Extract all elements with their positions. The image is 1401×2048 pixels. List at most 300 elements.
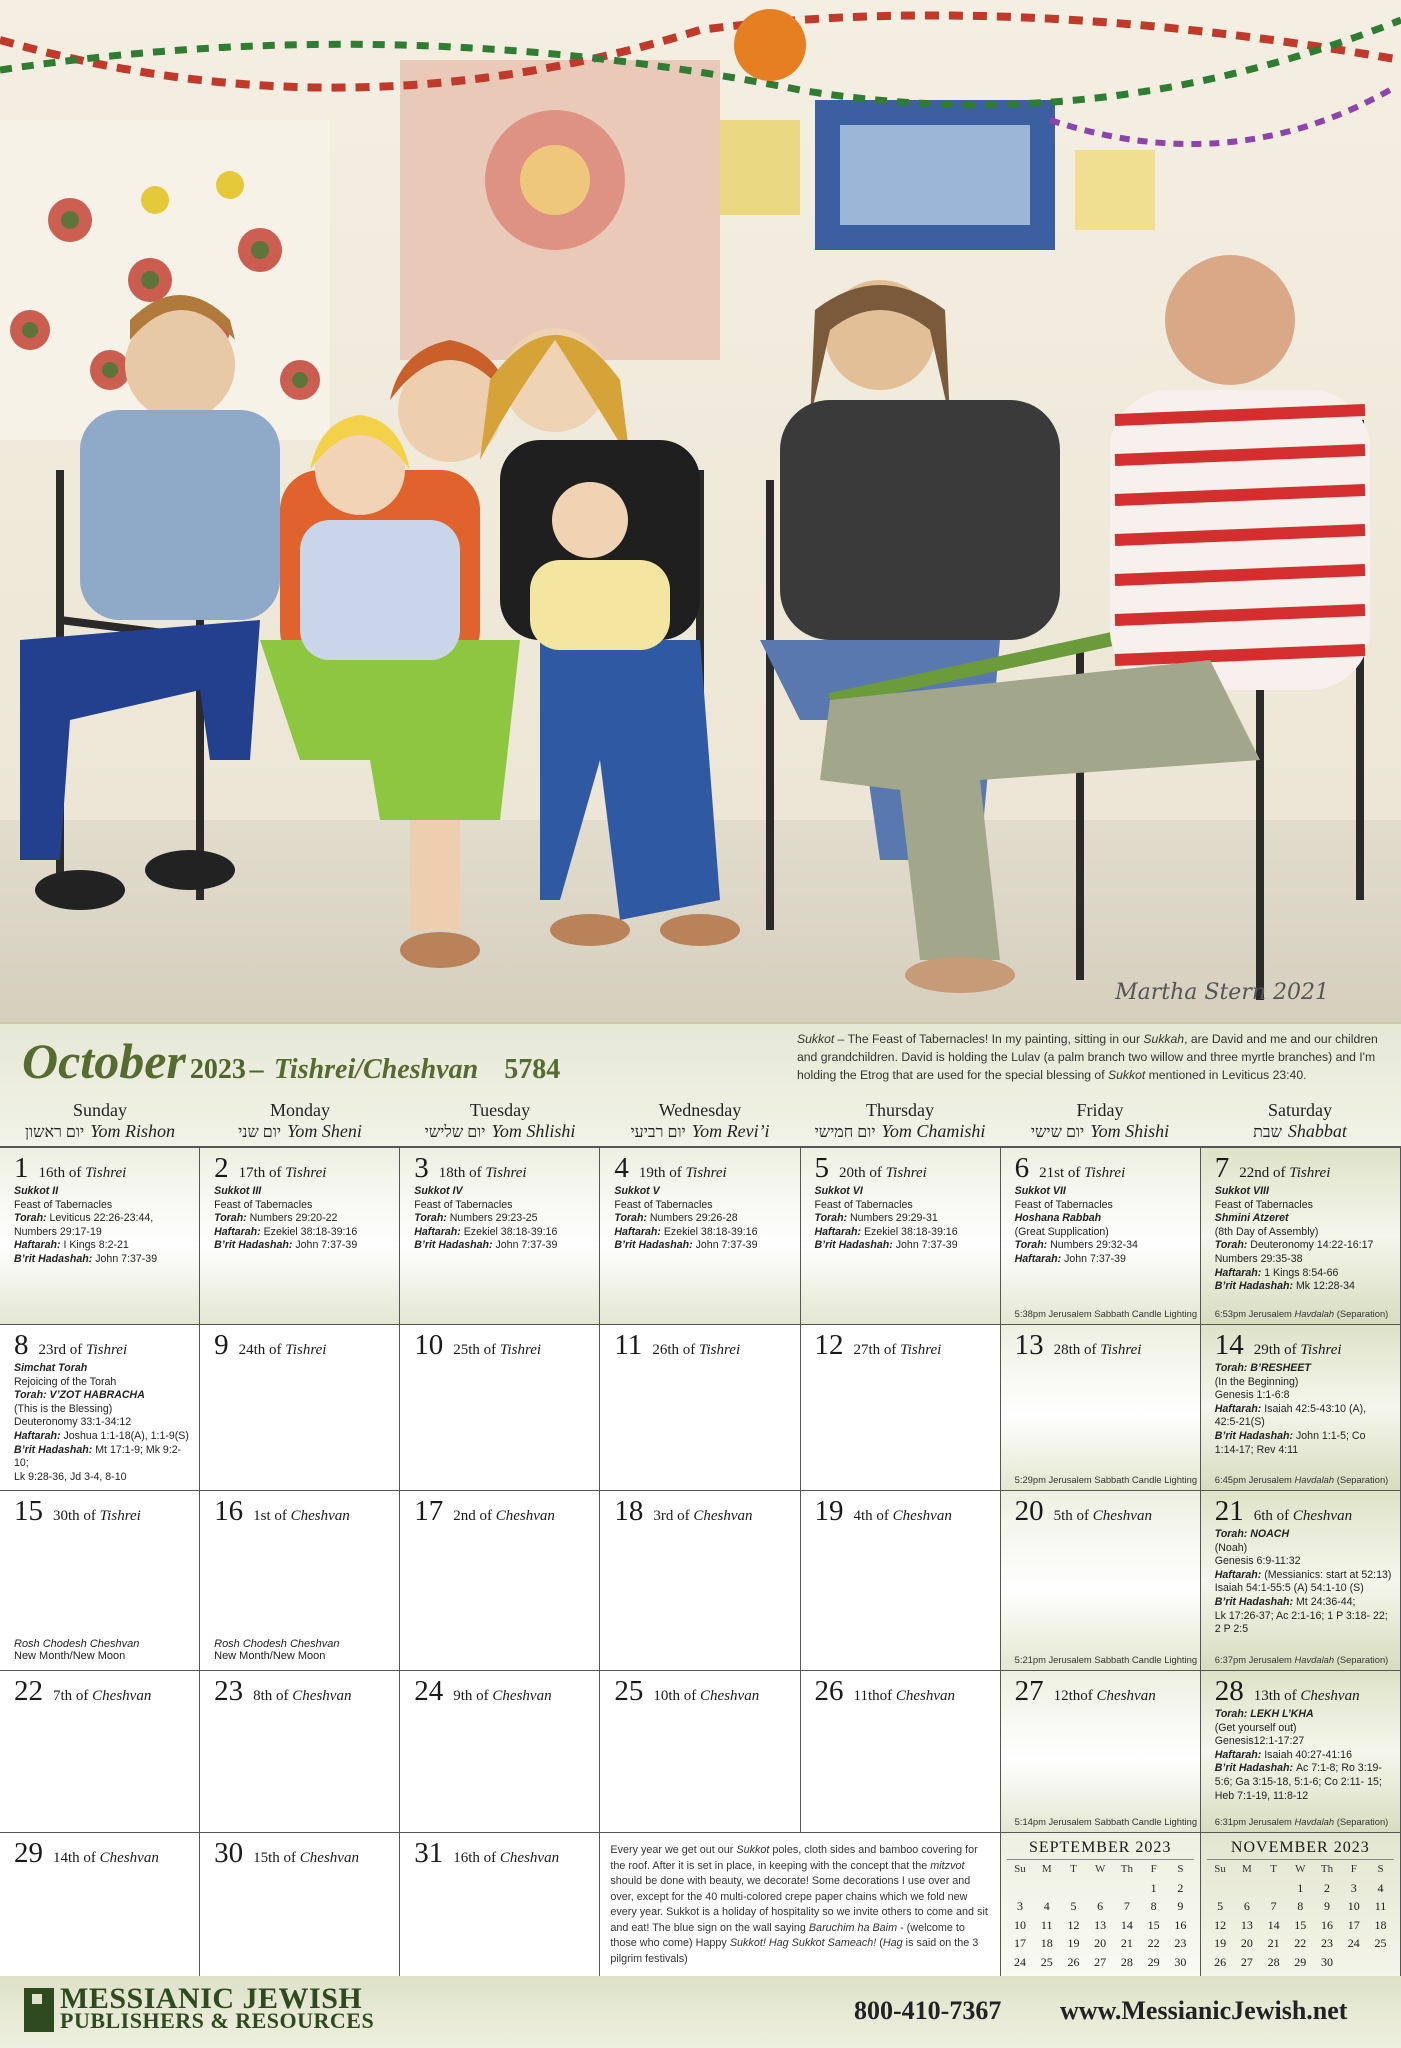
reading-line <box>14 1185 191 1199</box>
reading-text: Genesis 1:1-6:8 <box>1214 1389 1290 1402</box>
day-cell[interactable] <box>1201 1325 1401 1491</box>
reading-line <box>214 1212 391 1226</box>
hebrew-day: 23rd of <box>38 1342 83 1358</box>
reading-text: (Messianics: start at 52:13) <box>1264 1568 1392 1581</box>
hebrew-day: 28th of <box>1053 1342 1097 1358</box>
day-cell[interactable] <box>400 1148 600 1325</box>
weekday-hebrew-script: יום שלישי <box>424 1124 486 1141</box>
mini-calendar-day: 17 <box>1347 1917 1360 1932</box>
hebrew-date <box>453 1850 559 1866</box>
artist-signature: Martha Stern 2021 <box>1115 980 1329 1005</box>
weekday-hebrew-script: יום חמישי <box>814 1124 876 1141</box>
weekday-name: Tuesday <box>469 1100 531 1120</box>
reading-label: B’rit Hadashah: <box>414 1239 496 1252</box>
hebrew-month: Cheshvan <box>492 1688 552 1704</box>
day-cell[interactable] <box>400 1671 600 1833</box>
reading-text: Sukkot VI <box>814 1185 863 1197</box>
day-cell[interactable] <box>1201 1148 1401 1325</box>
day-cell[interactable] <box>200 1148 400 1325</box>
hebrew-month: Tishrei <box>86 1342 128 1358</box>
mini-calendar-title: SEPTEMBER 2023 <box>1007 1839 1194 1860</box>
reading-label: Haftarah: <box>1014 1252 1065 1265</box>
hebrew-day: 13th of <box>1253 1688 1297 1704</box>
hebrew-month: Tishrei <box>499 1342 542 1358</box>
reading-line <box>1215 1226 1392 1240</box>
reading-text: Shmini Atzeret <box>1214 1212 1289 1225</box>
hebrew-date <box>53 1508 141 1524</box>
reading-label: Torah: <box>1014 1239 1051 1252</box>
weekday-name: Thursday <box>866 1100 934 1120</box>
hebrew-day: 18th of <box>438 1165 482 1181</box>
hebrew-date <box>253 1508 350 1524</box>
reading-line <box>1215 1199 1392 1213</box>
mini-calendar-day: 28 <box>1267 1954 1280 1969</box>
reading-label: Haftarah: <box>1214 1266 1265 1279</box>
note-text: Every year we get out our <box>610 1844 737 1856</box>
day-cell[interactable] <box>801 1148 1001 1325</box>
day-number: 26 <box>814 1675 844 1707</box>
reading-label: Haftarah: <box>14 1429 64 1442</box>
reading-text: Heb 7:1-19, 11:8-12 <box>1214 1789 1309 1802</box>
reading-label: Haftarah: <box>414 1225 464 1238</box>
reading-line <box>1215 1239 1392 1253</box>
mini-calendar-day: 13 <box>1094 1917 1107 1932</box>
calendar-header <box>0 1024 1401 1146</box>
weekday-hebrew <box>1000 1120 1200 1144</box>
reading-text: (8th Day of Assembly) <box>1214 1225 1319 1238</box>
reading-label: B’rit Hadashah: <box>14 1443 96 1456</box>
day-cell[interactable] <box>1201 1491 1401 1671</box>
candle-time-text: 5:14pm Jerusalem Sabbath Candle Lighting <box>1014 1816 1198 1827</box>
reading-label: Torah: <box>814 1212 851 1225</box>
blurb-text: Sukkot <box>797 1032 835 1046</box>
day-number: 7 <box>1214 1152 1230 1184</box>
day-number: 21 <box>1214 1495 1244 1527</box>
reading-line <box>1215 1362 1392 1376</box>
mini-calendar-day: 3 <box>1350 1880 1357 1895</box>
hebrew-day: 3rd of <box>653 1508 690 1524</box>
day-cell[interactable] <box>200 1833 400 1978</box>
reading-line <box>1215 1403 1392 1417</box>
reading-line <box>1215 1528 1392 1542</box>
hebrew-month: Tishrei <box>885 1165 927 1181</box>
reading-line <box>14 1212 191 1226</box>
mini-calendar-day: 21 <box>1120 1936 1133 1950</box>
day-readings <box>1015 1185 1192 1267</box>
phone-number: 800-410-7367 <box>854 1996 1002 2025</box>
hebrew-date <box>53 1850 159 1866</box>
reading-text: Torah: LEKH L’KHA <box>1214 1708 1314 1720</box>
reading-line <box>14 1226 191 1240</box>
painting-illustration <box>0 0 1401 1022</box>
mini-calendar-day: 14 <box>1267 1917 1280 1932</box>
mini-calendar-day: 10 <box>1347 1899 1360 1913</box>
reading-line <box>815 1199 992 1213</box>
rosh-chodesh-subtitle: New Month/New Moon <box>214 1650 326 1662</box>
reading-line <box>414 1212 591 1226</box>
day-cell[interactable] <box>400 1833 600 1978</box>
candle-time-text: 6:53pm Jerusalem <box>1214 1308 1292 1319</box>
reading-text: John 7:37-39 <box>95 1252 158 1265</box>
rosh-chodesh-note <box>14 1638 139 1662</box>
page-footer <box>0 1976 1401 2048</box>
reading-label: B’rit Hadashah: <box>14 1252 96 1265</box>
mini-calendar-weekday: W <box>1295 1863 1306 1875</box>
reading-line <box>14 1416 191 1430</box>
hebrew-month: Tishrei <box>900 1342 942 1358</box>
reading-label: Haftarah: <box>1214 1748 1265 1761</box>
note-text: - (welcome to those who come) Happy <box>610 1921 965 1949</box>
hebrew-month: Tishrei <box>698 1342 741 1358</box>
mini-calendar-day: 9 <box>1177 1899 1184 1913</box>
day-cell[interactable] <box>801 1671 1001 1833</box>
reading-line <box>1215 1376 1392 1390</box>
day-readings <box>1215 1185 1392 1294</box>
day-number: 2 <box>214 1152 229 1184</box>
hebrew-date <box>839 1165 927 1181</box>
weekday-name: Wednesday <box>658 1100 742 1120</box>
day-number: 24 <box>414 1675 444 1707</box>
hebrew-date <box>39 1165 127 1181</box>
reading-line <box>1215 1790 1392 1804</box>
reading-line <box>14 1471 191 1485</box>
mini-calendar-weekday: Su <box>1014 1863 1026 1875</box>
weekday-header <box>1200 1100 1400 1144</box>
mini-calendar-day <box>1260 1879 1287 1898</box>
reading-label: Haftarah: <box>1214 1568 1265 1581</box>
hebrew-day: 15th of <box>253 1850 297 1866</box>
hebrew-month: Cheshvan <box>693 1508 753 1524</box>
hebrew-day: 2nd of <box>453 1508 492 1524</box>
candle-time-text: 5:21pm Jerusalem Sabbath Candle Lighting <box>1014 1654 1198 1665</box>
hebrew-date <box>1054 1342 1142 1358</box>
day-cell[interactable] <box>400 1325 600 1491</box>
mini-calendar-day: 9 <box>1324 1899 1331 1913</box>
reading-label: Torah: <box>14 1212 50 1225</box>
reading-text: Sukkot III <box>214 1185 262 1197</box>
hebrew-month: Tishrei <box>285 1165 327 1181</box>
day-cell[interactable] <box>1001 1491 1201 1671</box>
day-number: 11 <box>614 1329 643 1361</box>
mini-calendar-weekday: S <box>1377 1863 1384 1875</box>
reading-text: Torah: B’RESHEET <box>1214 1362 1311 1374</box>
havdalah-label: Havdalah <box>1294 1308 1335 1319</box>
reading-text: 5:6; Ga 3:15-18, 5:1-6; Co 2:11- 15; <box>1214 1775 1382 1788</box>
reading-text: Feast of Tabernacles <box>14 1198 113 1211</box>
day-number: 10 <box>414 1329 444 1361</box>
reading-line <box>1215 1762 1392 1776</box>
reading-line <box>14 1239 191 1253</box>
reading-text: Feast of Tabernacles <box>414 1198 513 1211</box>
weekday-name: Saturday <box>1268 1100 1332 1120</box>
hebrew-day: 21st of <box>1039 1165 1081 1181</box>
hebrew-day: 9th of <box>453 1688 489 1704</box>
mini-calendar-day: 8 <box>1297 1899 1304 1913</box>
mini-calendar-day: 25 <box>1374 1936 1387 1950</box>
day-number: 19 <box>814 1495 844 1527</box>
day-cell[interactable] <box>400 1491 600 1671</box>
hebrew-date <box>1239 1165 1330 1181</box>
weekday-header <box>600 1100 800 1144</box>
reading-text: Ezekiel 38:18-39:16 <box>863 1225 958 1238</box>
weekday-name: Friday <box>1076 1100 1124 1120</box>
reading-text: Numbers 29:29-31 <box>850 1212 938 1225</box>
reading-text: Rejoicing of the Torah <box>14 1375 117 1388</box>
weekday-hebrew-script: יום רביעי <box>630 1124 686 1141</box>
mini-calendar-day: 11 <box>1374 1899 1387 1913</box>
day-cell[interactable] <box>600 1671 800 1833</box>
mini-calendar-day <box>1087 1879 1114 1898</box>
weekday-name: Sunday <box>73 1100 127 1120</box>
reading-text: Feast of Tabernacles <box>1214 1198 1313 1211</box>
reading-line <box>1215 1610 1392 1624</box>
day-readings <box>14 1362 191 1484</box>
mini-calendar-day: 23 <box>1321 1936 1334 1950</box>
reading-text: John 7:37-39 <box>1064 1252 1126 1265</box>
reading-text: Ezekiel 38:18-39:16 <box>263 1225 358 1238</box>
hebrew-date <box>1054 1688 1156 1704</box>
reading-text: Ezekiel 38:18-39:16 <box>463 1225 558 1238</box>
day-cell[interactable] <box>801 1325 1001 1491</box>
hebrew-month: Tishrei <box>1100 1342 1142 1358</box>
reading-line <box>1015 1212 1192 1226</box>
separation-label: (Separation) <box>1336 1654 1389 1665</box>
hebrew-date <box>453 1508 555 1524</box>
mini-calendar-day: 27 <box>1240 1954 1253 1969</box>
rosh-chodesh-title: Rosh Chodesh Cheshvan <box>214 1638 340 1650</box>
day-cell[interactable] <box>1201 1671 1401 1833</box>
weekday-hebrew <box>400 1120 600 1144</box>
reading-text: Sukkot VIII <box>1214 1185 1269 1197</box>
day-cell[interactable] <box>600 1148 800 1325</box>
reading-text: Genesis12:1-17:27 <box>1214 1735 1305 1748</box>
reading-text: Torah: NOACH <box>1214 1528 1290 1540</box>
mini-calendar-day: 6 <box>1097 1899 1104 1913</box>
reading-line <box>214 1185 391 1199</box>
reading-text: Lk 17:26-37; Ac 2:1-16; 1 P 3:18- 22; <box>1214 1609 1388 1622</box>
mini-calendar-day: 23 <box>1174 1936 1187 1950</box>
mini-calendar <box>1001 1833 1201 1978</box>
reading-line <box>815 1226 992 1240</box>
day-cell[interactable] <box>600 1325 800 1491</box>
mini-calendar-day: 10 <box>1013 1917 1026 1932</box>
reading-line <box>1215 1267 1392 1281</box>
weekday-hebrew <box>600 1120 800 1144</box>
day-number: 6 <box>1014 1152 1030 1184</box>
havdalah-label: Havdalah <box>1294 1474 1335 1485</box>
day-cell[interactable] <box>200 1325 400 1491</box>
hebrew-month: Cheshvan <box>1092 1508 1152 1524</box>
day-cell[interactable] <box>801 1491 1001 1671</box>
reading-text: Ezekiel 38:18-39:16 <box>663 1225 758 1238</box>
reading-line <box>1215 1596 1392 1610</box>
mini-calendar-day: 8 <box>1150 1899 1157 1913</box>
reading-line <box>614 1199 791 1213</box>
day-cell[interactable] <box>0 1671 200 1833</box>
reading-line <box>1015 1253 1192 1267</box>
candle-time <box>1215 1816 1389 1827</box>
day-number: 15 <box>14 1495 43 1527</box>
reading-text: Numbers 29:35-38 <box>1214 1252 1303 1265</box>
separation-label: (Separation) <box>1336 1816 1389 1827</box>
day-number: 1 <box>14 1152 29 1184</box>
hebrew-date <box>653 1688 759 1704</box>
mini-calendar-day: 16 <box>1321 1917 1334 1932</box>
mini-calendar-weekday: S <box>1177 1863 1184 1875</box>
sukkot-note <box>600 1833 1000 1978</box>
reading-text: Joshua 1:1-18(A), 1:1-9(S) <box>63 1429 189 1442</box>
hebrew-month: Tishrei <box>485 1165 527 1181</box>
reading-text: Sukkot VII <box>1014 1185 1066 1197</box>
day-cell[interactable] <box>0 1148 200 1325</box>
mini-calendar-day: 12 <box>1067 1917 1080 1932</box>
reading-label: Torah: <box>414 1212 450 1225</box>
mini-calendar-day: 7 <box>1123 1899 1130 1913</box>
hebrew-day: 1st of <box>253 1508 287 1524</box>
weekday-transliteration: Yom Revi’i <box>691 1121 770 1141</box>
day-number: 25 <box>614 1675 644 1707</box>
mini-calendar-day: 5 <box>1217 1899 1224 1913</box>
hebrew-day: 19th of <box>638 1165 682 1181</box>
day-readings <box>1215 1528 1392 1637</box>
mini-calendar-day: 20 <box>1094 1936 1107 1950</box>
hebrew-month: Cheshvan <box>290 1508 350 1524</box>
hebrew-month: Tishrei <box>1084 1165 1126 1181</box>
day-cell[interactable] <box>0 1833 200 1978</box>
mini-calendar-weekday: T <box>1070 1863 1077 1875</box>
blurb-text: mentioned in Leviticus 23:40. <box>1145 1068 1307 1082</box>
mini-calendar-day: 2 <box>1324 1880 1331 1895</box>
mini-calendar-day: 20 <box>1240 1936 1253 1950</box>
mini-calendar-day: 19 <box>1214 1936 1227 1950</box>
day-cell[interactable] <box>200 1491 400 1671</box>
day-cell[interactable] <box>1001 1148 1201 1325</box>
mini-calendar-weekday: Th <box>1320 1863 1334 1875</box>
reading-line <box>815 1239 992 1253</box>
weekday-hebrew-script: יום ראשון <box>24 1124 85 1141</box>
reading-line <box>614 1212 791 1226</box>
reading-text: 1:14-17; Rev 4:11 <box>1214 1443 1299 1456</box>
reading-text: 2 P 2:5 <box>1214 1623 1249 1636</box>
reading-line <box>1215 1280 1392 1294</box>
reading-text: John 7:37-39 <box>495 1239 558 1252</box>
day-number: 14 <box>1214 1329 1244 1361</box>
mini-calendar-day <box>1233 1879 1260 1898</box>
hebrew-month: Cheshvan <box>1300 1688 1360 1704</box>
note-text: ( <box>876 1937 883 1949</box>
mini-calendar-day: 1 <box>1297 1880 1304 1895</box>
hebrew-month: Cheshvan <box>892 1508 952 1524</box>
hebrew-date <box>39 1342 128 1358</box>
mini-calendar-day: 3 <box>1016 1899 1023 1913</box>
reading-line <box>414 1226 591 1240</box>
day-cell[interactable] <box>1001 1325 1201 1491</box>
note-text: is said on the 3 pilgrim festivals) <box>610 1937 979 1965</box>
rosh-chodesh-note <box>214 1638 339 1662</box>
note-text: mitzvot <box>930 1859 965 1872</box>
year: 2023 <box>189 1054 246 1085</box>
candle-time-text: 5:38pm Jerusalem Sabbath Candle Lighting <box>1014 1308 1198 1319</box>
note-text: poles, cloth sides and bamboo covering for the roof. After it is set in place, in keeping with the concept that the <box>610 1844 978 1872</box>
hebrew-date <box>239 1165 327 1181</box>
reading-line <box>414 1239 591 1253</box>
reading-text: Sukkot IV <box>414 1185 463 1197</box>
website-url[interactable]: www.MessianicJewish.net <box>1060 1996 1348 2025</box>
mini-calendar-day: 25 <box>1040 1954 1053 1969</box>
day-cell[interactable] <box>1001 1671 1201 1833</box>
mini-calendar-day: 15 <box>1294 1917 1307 1932</box>
hebrew-date <box>1054 1508 1152 1524</box>
day-number: 22 <box>14 1675 43 1707</box>
reading-text: Numbers 29:23-25 <box>449 1212 538 1225</box>
reading-text: Numbers 29:32-34 <box>1050 1239 1138 1252</box>
mini-calendar-day: 29 <box>1294 1954 1307 1969</box>
day-cell[interactable] <box>0 1491 200 1671</box>
hebrew-day: 5th of <box>1053 1508 1090 1524</box>
reading-text: Lk 9:28-36, Jd 3-4, 8-10 <box>14 1470 127 1483</box>
mini-calendar-day: 21 <box>1267 1936 1280 1950</box>
reading-label: Haftarah: <box>1214 1402 1265 1415</box>
candle-time-text: 6:37pm Jerusalem <box>1214 1654 1292 1665</box>
separation-label: (Separation) <box>1336 1474 1389 1485</box>
day-number: 20 <box>1014 1495 1044 1527</box>
mini-calendar-title: NOVEMBER 2023 <box>1207 1839 1394 1860</box>
reading-line <box>14 1376 191 1390</box>
mini-calendar-day: 1 <box>1150 1880 1157 1895</box>
note-text: Hag <box>882 1937 903 1949</box>
reading-line <box>1015 1239 1192 1253</box>
weekday-transliteration: Yom Shlishi <box>491 1121 576 1141</box>
day-readings <box>14 1185 191 1267</box>
mini-calendar-day: 13 <box>1240 1917 1253 1932</box>
mini-calendar-grid <box>1207 1860 1394 1971</box>
mini-calendar-weekday: T <box>1270 1863 1277 1875</box>
reading-text: 42:5-21(S) <box>1214 1416 1265 1429</box>
reading-line <box>14 1403 191 1417</box>
reading-line <box>214 1199 391 1213</box>
reading-line <box>815 1185 992 1199</box>
day-number: 30 <box>214 1837 244 1869</box>
mini-calendar-weekday: Th <box>1120 1863 1134 1875</box>
mini-calendar-day <box>1114 1879 1141 1898</box>
hebrew-month: Cheshvan <box>895 1688 956 1704</box>
reading-line <box>1215 1749 1392 1763</box>
hebrew-day: 30th of <box>53 1508 96 1524</box>
day-cell[interactable] <box>0 1325 200 1491</box>
hebrew-day: 26th of <box>652 1342 696 1358</box>
logo-line1: MESSIANIC JEWISH <box>60 1982 363 2015</box>
mini-calendar-day: 26 <box>1214 1954 1227 1969</box>
reading-line <box>1215 1444 1392 1458</box>
day-cell[interactable] <box>600 1491 800 1671</box>
reading-line <box>1215 1212 1392 1226</box>
weekday-header <box>200 1100 400 1144</box>
hebrew-months: Tishrei/Cheshvan <box>273 1054 479 1085</box>
day-cell[interactable] <box>200 1671 400 1833</box>
hebrew-date <box>1254 1342 1342 1358</box>
hebrew-date <box>1254 1688 1360 1704</box>
rosh-chodesh-title: Rosh Chodesh Cheshvan <box>14 1638 140 1650</box>
day-number: 27 <box>1014 1675 1044 1707</box>
mini-calendar-weekday: M <box>1241 1863 1252 1875</box>
reading-text: Mt 24:36-44; <box>1295 1595 1356 1608</box>
mini-calendar-weekday: M <box>1041 1863 1052 1875</box>
hebrew-month: Cheshvan <box>1292 1508 1353 1524</box>
mini-calendar-day: 26 <box>1067 1954 1080 1969</box>
hebrew-day: 25th of <box>453 1342 497 1358</box>
hebrew-date <box>854 1342 942 1358</box>
candle-time-text: 5:29pm Jerusalem Sabbath Candle Lighting <box>1014 1474 1198 1485</box>
